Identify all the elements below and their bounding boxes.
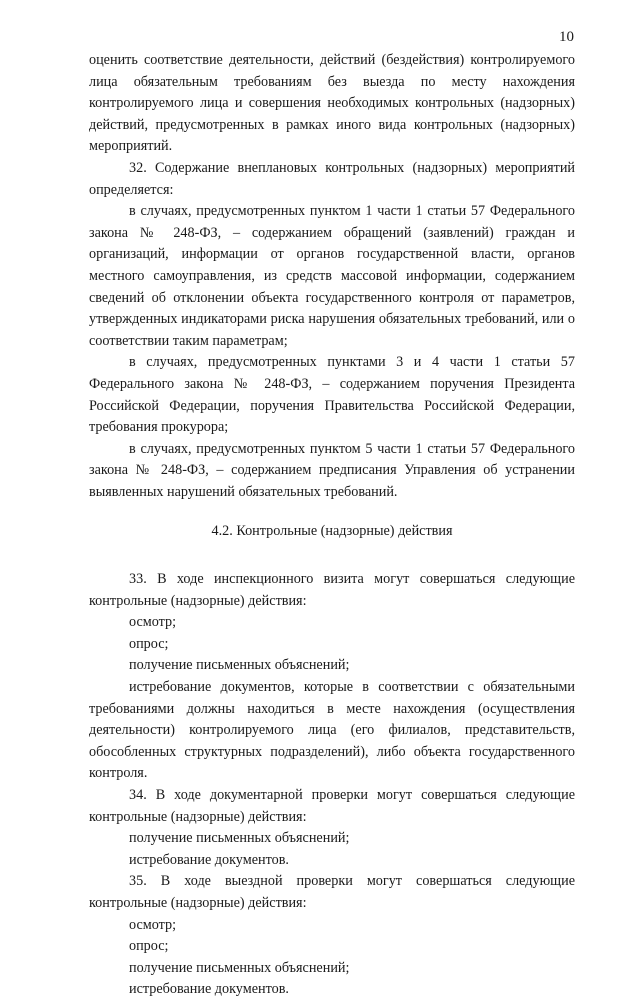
list-item: истребование документов. bbox=[129, 851, 289, 868]
list-item: получение письменных объяснений; bbox=[129, 830, 350, 847]
list-item: осмотр; bbox=[129, 614, 177, 631]
list-item: истребование документов, которые в соответствии с обязательными требованиями должны находиться в месте нахождения (осуществления деятельности) контролируемого лица (его филиалов, представительств, обособленных структурных подразделений), либо объекта государственного контроля. bbox=[89, 679, 575, 782]
continuation-paragraph: оценить соответствие деятельности, действий (бездействия) контролируемого лица обязательным требованиям без выезда по месту нахождения контролируемого лица и совершения необходимых контрольных (надзорных) действий, предусмотренных в рамках иного вида контрольных (надзорных) мероприятий. bbox=[89, 52, 575, 155]
list-item: осмотр; bbox=[129, 916, 177, 933]
paragraph-32-item: в случаях, предусмотренных пунктами 3 и 4 части 1 статьи 57 Федерального закона № 248-ФЗ, – содержанием поручения Президента Российской Федерации, поручения Правительства Российской Федерации, требования прокурора; bbox=[89, 354, 575, 436]
paragraph-32-intro: 32. Содержание внеплановых контрольных (надзорных) мероприятий определяется: bbox=[89, 159, 575, 198]
paragraph-35-intro: 35. В ходе выездной проверки могут совершаться следующие контрольные (надзорные) действия: bbox=[89, 873, 575, 911]
list-item: получение письменных объяснений; bbox=[129, 657, 350, 674]
list-item: получение письменных объяснений; bbox=[129, 959, 350, 976]
page-number: 10 bbox=[559, 29, 574, 45]
section-heading: 4.2. Контрольные (надзорные) действия bbox=[211, 523, 453, 540]
list-item: опрос; bbox=[129, 938, 169, 955]
paragraph-32-item: в случаях, предусмотренных пунктом 5 части 1 статьи 57 Федерального закона № 248-ФЗ, – содержанием предписания Управления об устранении выявленных нарушений обязательных требований. bbox=[89, 440, 575, 500]
paragraph-32-item: в случаях, предусмотренных пунктом 1 части 1 статьи 57 Федерального закона № 248-ФЗ, – содержанием обращений (заявлений) граждан и организаций, информации от органов государственной власти, органов местного самоуправления, из средств массовой информации, содержанием сведений об отклонении объекта государственного контроля от параметров, утвержденных индикаторами риска нарушения обязательных требований, или о соответствии таким параметрам; bbox=[89, 203, 575, 349]
paragraph-34-intro: 34. В ходе документарной проверки могут совершаться следующие контрольные (надзорные) действия: bbox=[89, 787, 575, 825]
list-item: опрос; bbox=[129, 635, 169, 652]
paragraph-33-intro: 33. В ходе инспекционного визита могут совершаться следующие контрольные (надзорные) действия: bbox=[89, 571, 575, 609]
document-body bbox=[89, 50, 575, 1001]
list-item: истребование документов. bbox=[129, 981, 289, 998]
